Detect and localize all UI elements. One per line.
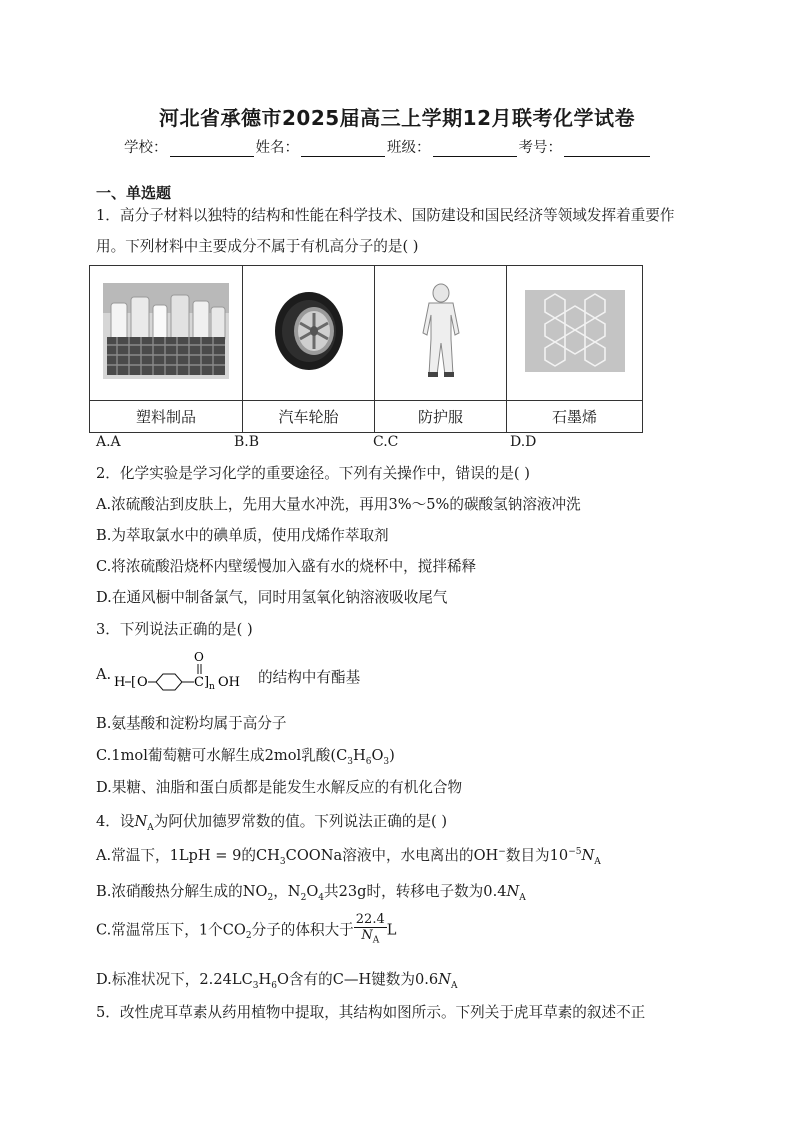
avogadro-symbol: N	[134, 813, 148, 830]
option-text: ，	[273, 883, 288, 900]
subscript: 3	[383, 756, 390, 767]
option-text: D.标准状况下，	[96, 971, 200, 988]
value: 2.24L	[199, 971, 242, 988]
material-label: 汽车轮胎	[243, 401, 375, 433]
denominator	[361, 928, 379, 949]
plastic-bottles-icon	[103, 283, 229, 379]
stem-text: 为阿伏加德罗常数的值。下列说法正确的是( )	[153, 813, 448, 830]
q4-option-b[interactable]	[96, 880, 526, 903]
material-label: 防护服	[375, 401, 507, 433]
q2-option-c[interactable]: C.将浓硫酸沿烧杯内壁缓慢加入盛有水的烧杯中，搅拌稀释	[96, 558, 477, 575]
superscript: −5	[568, 847, 582, 858]
q5-stem: 5．改性虎耳草素从药用植物中提取，其结构如图所示。下列关于虎耳草素的叙述不正	[96, 1004, 646, 1021]
option-text: 分子的体积大于	[251, 921, 354, 939]
avogadro-symbol: N	[581, 847, 595, 864]
name-label: 姓名：	[255, 140, 299, 156]
chem-symbol: CH	[256, 847, 280, 864]
option-text: A.常温下，	[96, 847, 170, 864]
q2-option-a[interactable]: A.浓硫酸沾到皮肤上，先用大量水冲洗，再用3%～5%的碳酸氢钠溶液冲洗	[96, 496, 581, 513]
option-text: 溶液中，水电离出的	[342, 847, 474, 864]
subscript: 3	[279, 856, 286, 867]
school-field	[124, 136, 256, 157]
subscript: A	[372, 935, 380, 946]
subscript: 2	[245, 931, 252, 942]
q1-material-table	[89, 265, 643, 433]
q4-option-c[interactable]	[96, 912, 396, 949]
protective-suit-image	[375, 266, 507, 401]
subscript: 2	[300, 892, 307, 903]
option-text: 共23g时，转移电子数为	[324, 883, 484, 900]
polyester-structure-icon	[114, 648, 256, 692]
stem-text: 4．设	[96, 813, 135, 830]
value: 0.4	[483, 883, 507, 900]
numerator: 22.4	[355, 912, 385, 927]
school-blank[interactable]	[170, 142, 254, 157]
graphene-image	[507, 266, 643, 401]
struct-bracket-right: ]	[204, 675, 210, 690]
chem-symbol: H	[258, 971, 272, 988]
option-text: 的	[241, 847, 257, 864]
struct-oh: OH	[218, 675, 240, 690]
material-label: 塑料制品	[90, 401, 243, 433]
chem-symbol: NO	[242, 883, 268, 900]
subscript: A	[450, 980, 458, 991]
q4-option-a[interactable]	[96, 844, 601, 867]
protective-suit-icon	[413, 283, 469, 379]
q3-option-d[interactable]: D.果糖、油脂和蛋白质都是能发生水解反应的有机化合物	[96, 779, 463, 796]
q3-option-c[interactable]	[96, 744, 395, 767]
plastic-products-image	[90, 266, 243, 401]
chem-symbol: OH	[473, 847, 499, 864]
chem-symbol: C	[241, 971, 253, 988]
option-text: B.浓硝酸热分解生成的	[96, 883, 243, 900]
struct-bracket-left: [	[131, 675, 137, 690]
q3-stem: 3．下列说法正确的是( )	[96, 621, 253, 638]
avogadro-symbol: N	[361, 928, 373, 943]
q1-option-d[interactable]: D.D	[510, 434, 537, 450]
condition: 1LpH = 9	[169, 847, 242, 864]
struct-top-o: O	[194, 650, 204, 664]
q3-option-b[interactable]: B.氨基酸和淀粉均属于高分子	[96, 715, 287, 732]
exam-title: 河北省承德市2025届高三上学期12月联考化学试卷	[159, 106, 635, 130]
q1-stem: 1．高分子材料以独特的结构和性能在科学技术、国防建设和国民经济等领域发挥着重要作用。下列材料中主要成分不属于有机高分子的是( )	[96, 207, 675, 255]
fraction	[354, 912, 387, 949]
option-text: )	[389, 747, 395, 764]
subscript: 4	[318, 892, 325, 903]
chem-symbol: O	[371, 747, 384, 764]
option-text: C.常温常压下，1个	[96, 921, 223, 939]
q1-option-b[interactable]: B.B	[234, 434, 260, 450]
option-text: 的结构中有酯基	[258, 669, 361, 686]
material-label: 石墨烯	[507, 401, 643, 433]
subscript: A	[147, 822, 154, 833]
exam-no-label: 考号：	[518, 140, 562, 156]
subscript: 6	[271, 980, 277, 991]
chem-symbol: N	[287, 883, 301, 900]
struct-o: O	[137, 675, 148, 690]
car-tire-image	[243, 266, 375, 401]
tire-icon	[272, 290, 346, 372]
q2-stem: 2．化学实验是学习化学的重要途径。下列有关操作中，错误的是( )	[96, 465, 530, 482]
chem-symbol: CO	[222, 921, 246, 939]
class-blank[interactable]	[433, 142, 517, 157]
subscript: 3	[347, 756, 353, 767]
subscript: 3	[252, 980, 259, 991]
name-field	[256, 136, 388, 157]
struct-n: n	[209, 682, 215, 692]
value: 0.6	[414, 971, 439, 988]
chem-symbol: O	[276, 971, 289, 988]
chem-symbol: H	[352, 747, 366, 764]
q1-option-a[interactable]: A.A	[96, 434, 121, 450]
option-text: 含有的C—H键数为	[288, 971, 415, 988]
exam-no-blank[interactable]	[564, 142, 650, 157]
q2-option-d[interactable]: D.在通风橱中制备氯气，同时用氢氧化钠溶液吸收尾气	[96, 589, 448, 606]
q2-option-b[interactable]: B.为萃取氯水中的碘单质，使用戊烯作萃取剂	[96, 527, 389, 544]
q4-option-d[interactable]	[96, 968, 457, 991]
section-heading: 一、单选题	[96, 184, 172, 202]
name-blank[interactable]	[301, 142, 385, 157]
chem-symbol: O	[306, 883, 319, 900]
subscript: 2	[267, 892, 274, 903]
avogadro-symbol: N	[506, 883, 520, 900]
student-info-row	[124, 136, 652, 157]
subscript: A	[519, 892, 526, 903]
struct-h: H	[114, 675, 126, 690]
superscript: −	[498, 847, 506, 858]
option-letter: A.	[96, 666, 112, 683]
option-text: C.1mol葡萄糖可水解生成2mol乳酸(C	[96, 747, 348, 764]
class-field	[387, 136, 519, 157]
subscript: 6	[365, 756, 372, 767]
q4-stem	[96, 810, 447, 833]
school-label: 学校：	[124, 140, 168, 156]
unit: L	[386, 921, 397, 939]
option-text: 数目为	[505, 847, 550, 864]
q1-option-c[interactable]: C.C	[373, 434, 399, 450]
class-label: 班级：	[387, 140, 431, 156]
avogadro-symbol: N	[438, 971, 451, 988]
struct-c: C	[194, 675, 204, 690]
subscript: A	[594, 856, 601, 867]
value: 10	[549, 847, 569, 864]
chem-symbol: COONa	[285, 847, 343, 864]
graphene-lattice-icon	[525, 290, 625, 372]
exam-no-field	[519, 136, 653, 157]
